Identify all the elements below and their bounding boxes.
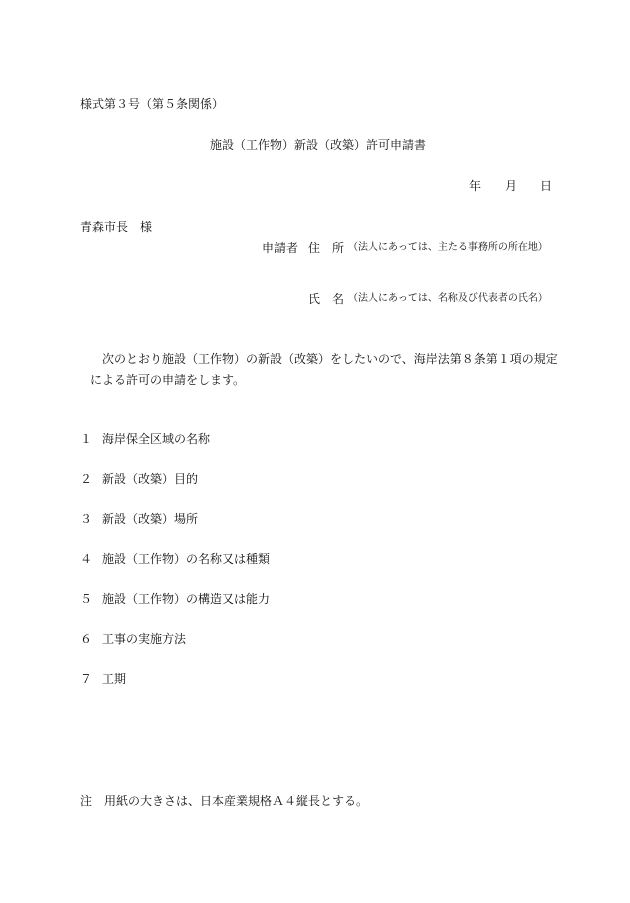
list-item-label: 工期 (102, 672, 127, 686)
date-day-label: 日 (540, 179, 553, 193)
list-item-label: 新設（改築）目的 (102, 472, 199, 486)
date-year-label: 年 (469, 179, 482, 193)
document-title: 施設（工作物）新設（改築）許可申請書 (210, 138, 427, 152)
body-text-line1: 次のとおり施設（工作物）の新設（改築）をしたいので、海岸法第８条第１項の規定 (102, 352, 558, 366)
list-item-label: 工事の実施方法 (102, 632, 187, 646)
name-note: （法人にあっては、名称及び代表者の氏名） (348, 293, 548, 304)
list-item-number: ６ (80, 632, 93, 646)
list-item-label: 新設（改築）場所 (102, 512, 199, 526)
list-item-label: 施設（工作物）の構造又は能力 (102, 592, 271, 606)
paper-size-note: 注 用紙の大きさは、日本産業規格Ａ４縦長とする。 (80, 794, 369, 808)
name-label: 氏 名 (308, 292, 345, 306)
address-label: 住 所 (308, 241, 345, 255)
body-text-line2: による許可の申請をします。 (90, 373, 246, 387)
list-item-number: ７ (80, 672, 93, 686)
list-item-number: ４ (80, 552, 93, 566)
list-item-number: １ (80, 432, 93, 446)
list-item-number: ５ (80, 592, 93, 606)
list-item-number: ２ (80, 472, 93, 486)
applicant-label: 申請者 (262, 241, 299, 255)
date-month-label: 月 (505, 179, 518, 193)
list-item-label: 施設（工作物）の名称又は種類 (102, 552, 271, 566)
address-note: （法人にあっては、主たる事務所の所在地） (348, 242, 548, 253)
form-number: 様式第３号（第５条関係） (80, 97, 225, 111)
addressee: 青森市長 様 (80, 220, 153, 234)
list-item-number: ３ (80, 512, 93, 526)
list-item-label: 海岸保全区域の名称 (102, 432, 211, 446)
